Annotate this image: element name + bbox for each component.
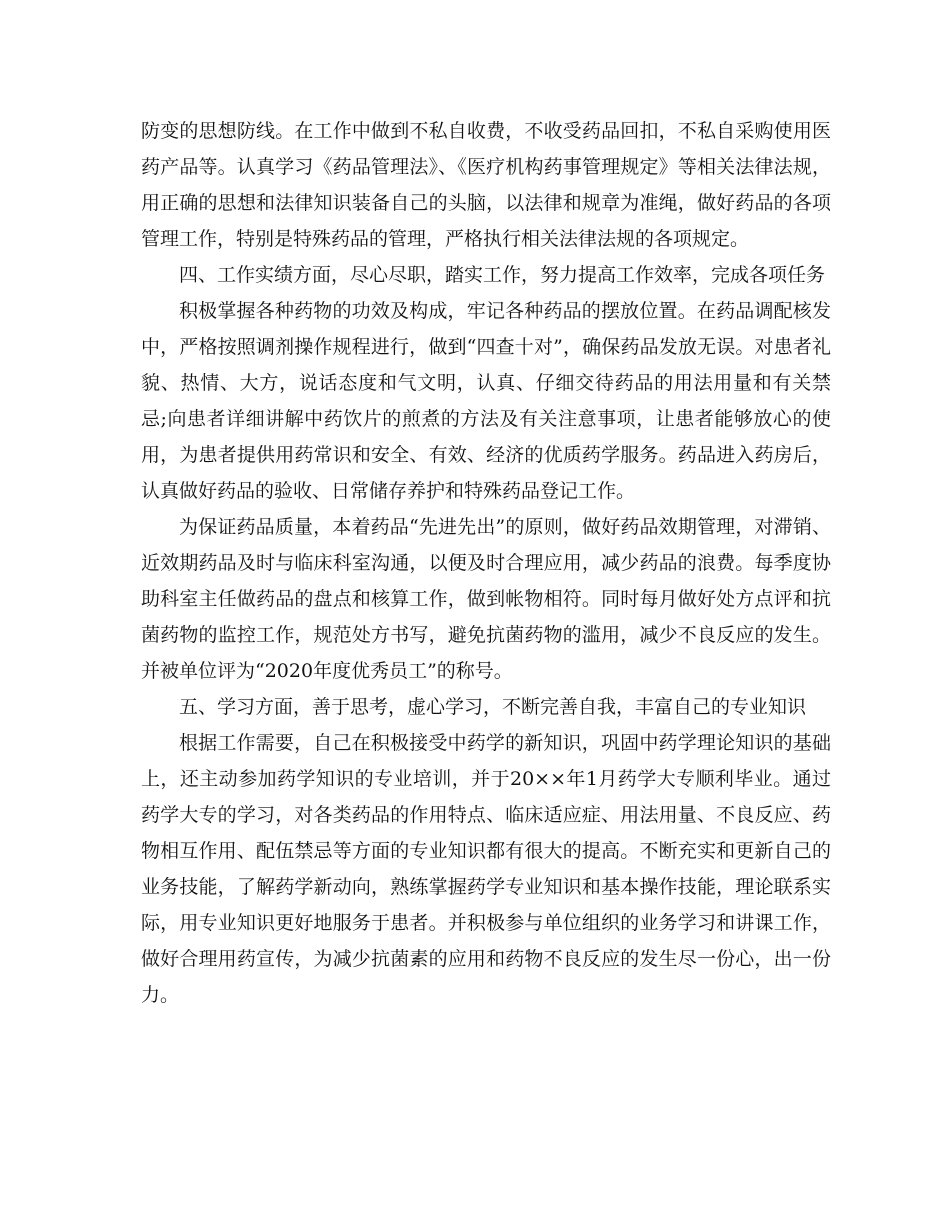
section-heading-four: 四、工作实绩方面，尽心尽职，踏实工作，努力提高工作效率，完成各项任务 (179, 264, 826, 286)
paragraph-work-details: 积极掌握各种药物的功效及构成，牢记各种药品的摆放位置。在药品调配核发中，严格按照调剂操作规程进行，做到“四查十对”，确保药品发放无误。对患者礼貌、热情、大方，说话态度和气文明，认真、仔细交待药品的用法用量和有关禁忌;向患者详细讲解中药饮片的煎煮的方法及有关注意事项，让患者能够放心的使用，为患者提供用药常识和安全、有效、经济的优质药学服务。药品进入药房后，认真做好药品的验收、日常储存养护和特殊药品登记工作。 (141, 300, 831, 502)
document-body (141, 113, 831, 1013)
section-heading-five: 五、学习方面，善于思考，虚心学习，不断完善自我，丰富自己的专业知识 (179, 696, 807, 718)
paragraph-continuation: 防变的思想防线。在工作中做到不私自收费，不收受药品回扣，不私自采购使用医药产品等。认真学习《药品管理法》、《医疗机构药事管理规定》等相关法律法规，用正确的思想和法律知识装备自己的头脑，以法律和规章为准绳，做好药品的各项管理工作，特别是特殊药品的管理，严格执行相关法律法规的各项规定。 (141, 120, 831, 250)
paragraph-learning: 根据工作需要，自己在积极接受中药学的新知识，巩固中药学理论知识的基础上，还主动参加药学知识的专业培训，并于20××年1月药学大专顺利毕业。通过药学大专的学习，对各类药品的作用特点、临床适应症、用法用量、不良反应、药物相互作用、配伍禁忌等方面的专业知识都有很大的提高。不断充实和更新自己的业务技能，了解药学新动向，熟练掌握药学专业知识和基本操作技能，理论联系实际，用专业知识更好地服务于患者。并积极参与单位组织的业务学习和讲课工作，做好合理用药宣传，为减少抗菌素的应用和药物不良反应的发生尽一份心，出一份力。 (141, 732, 831, 1006)
paragraph-quality-management: 为保证药品质量，本着药品“先进先出”的原则，做好药品效期管理，对滞销、近效期药品及时与临床科室沟通，以便及时合理应用，减少药品的浪费。每季度协助科室主任做药品的盘点和核算工作，做到帐物相符。同时每月做好处方点评和抗菌药物的监控工作，规范处方书写，避免抗菌药物的滥用，减少不良反应的发生。并被单位评为“2020年度优秀员工”的称号。 (141, 516, 831, 682)
